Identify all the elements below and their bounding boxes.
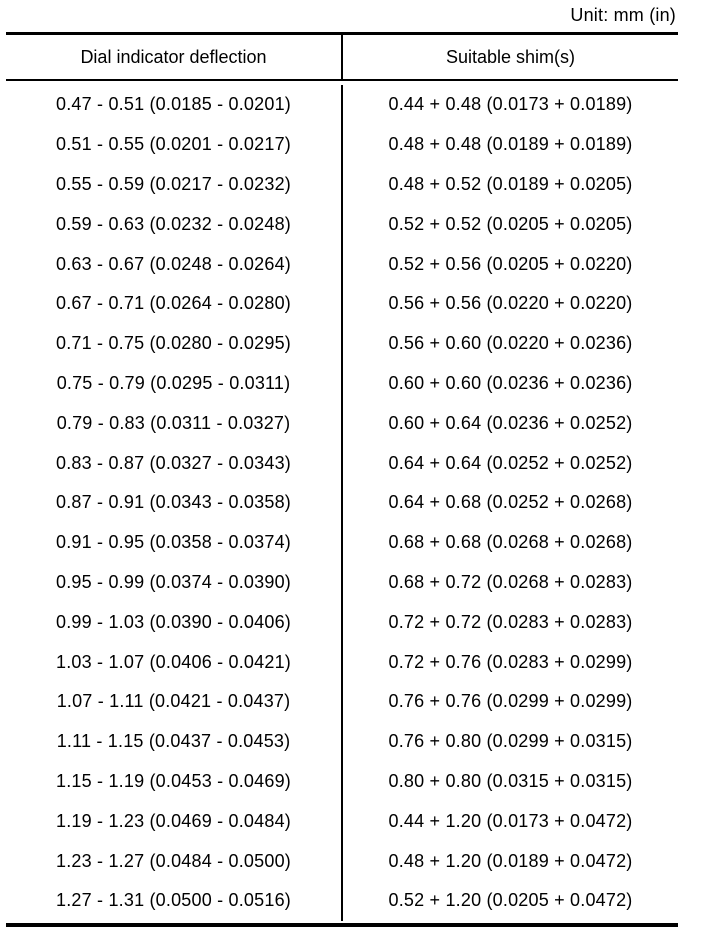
deflection-cell: 0.83 - 0.87 (0.0327 - 0.0343) — [6, 443, 343, 483]
table-row — [6, 523, 678, 563]
deflection-cell: 1.27 - 1.31 (0.0500 - 0.0516) — [6, 881, 343, 921]
table-row — [6, 204, 678, 244]
table-row — [6, 244, 678, 284]
table-row — [6, 682, 678, 722]
deflection-cell: 0.71 - 0.75 (0.0280 - 0.0295) — [6, 324, 343, 364]
shim-cell: 0.64 + 0.68 (0.0252 + 0.0268) — [388, 492, 633, 513]
table-row — [6, 443, 678, 483]
deflection-cell: 0.91 - 0.95 (0.0358 - 0.0374) — [6, 523, 343, 563]
unit-label: Unit: mm (in) — [570, 5, 676, 25]
shim-cell: 0.76 + 0.80 (0.0299 + 0.0315) — [388, 731, 633, 752]
table-row — [6, 284, 678, 324]
table-row — [6, 801, 678, 841]
shim-cell: 0.60 + 0.64 (0.0236 + 0.0252) — [388, 412, 633, 433]
shim-selection-table — [6, 32, 678, 927]
table-row — [6, 881, 678, 921]
shim-cell: 0.44 + 1.20 (0.0173 + 0.0472) — [388, 810, 633, 831]
shim-cell: 0.60 + 0.60 (0.0236 + 0.0236) — [388, 372, 633, 393]
shim-cell: 0.48 + 0.48 (0.0189 + 0.0189) — [388, 134, 633, 155]
deflection-cell: 0.67 - 0.71 (0.0264 - 0.0280) — [6, 284, 343, 324]
deflection-cell: 1.23 - 1.27 (0.0484 - 0.0500) — [6, 841, 343, 881]
deflection-cell: 0.79 - 0.83 (0.0311 - 0.0327) — [6, 403, 343, 443]
deflection-cell: 1.11 - 1.15 (0.0437 - 0.0453) — [6, 722, 343, 762]
shim-cell: 0.64 + 0.64 (0.0252 + 0.0252) — [388, 452, 633, 473]
shim-cell: 0.68 + 0.72 (0.0268 + 0.0283) — [388, 571, 633, 592]
shim-cell: 0.48 + 1.20 (0.0189 + 0.0472) — [388, 850, 633, 871]
header-dial-indicator-deflection: Dial indicator deflection — [6, 35, 343, 79]
deflection-cell: 0.99 - 1.03 (0.0390 - 0.0406) — [6, 602, 343, 642]
table-row — [6, 85, 678, 125]
table-row — [6, 563, 678, 603]
table-row — [6, 762, 678, 802]
table-row — [6, 841, 678, 881]
deflection-cell: 1.03 - 1.07 (0.0406 - 0.0421) — [6, 642, 343, 682]
shim-cell: 0.76 + 0.76 (0.0299 + 0.0299) — [388, 691, 633, 712]
deflection-cell: 0.55 - 0.59 (0.0217 - 0.0232) — [6, 165, 343, 205]
table-body — [6, 81, 678, 923]
deflection-cell: 0.51 - 0.55 (0.0201 - 0.0217) — [6, 125, 343, 165]
shim-cell: 0.52 + 0.56 (0.0205 + 0.0220) — [388, 253, 633, 274]
shim-cell: 0.52 + 0.52 (0.0205 + 0.0205) — [388, 213, 633, 234]
shim-cell: 0.52 + 1.20 (0.0205 + 0.0472) — [388, 890, 633, 911]
shim-cell: 0.56 + 0.60 (0.0220 + 0.0236) — [388, 333, 633, 354]
deflection-cell: 0.59 - 0.63 (0.0232 - 0.0248) — [6, 204, 343, 244]
deflection-cell: 1.19 - 1.23 (0.0469 - 0.0484) — [6, 801, 343, 841]
table-row — [6, 364, 678, 404]
table-row — [6, 722, 678, 762]
shim-cell: 0.56 + 0.56 (0.0220 + 0.0220) — [388, 293, 633, 314]
shim-cell: 0.72 + 0.72 (0.0283 + 0.0283) — [388, 611, 633, 632]
deflection-cell: 1.07 - 1.11 (0.0421 - 0.0437) — [6, 682, 343, 722]
table-row — [6, 125, 678, 165]
deflection-cell: 0.87 - 0.91 (0.0343 - 0.0358) — [6, 483, 343, 523]
deflection-cell: 0.63 - 0.67 (0.0248 - 0.0264) — [6, 244, 343, 284]
header-suitable-shims: Suitable shim(s) — [445, 46, 576, 67]
table-row — [6, 403, 678, 443]
table-header-row — [6, 35, 678, 81]
shim-cell: 0.68 + 0.68 (0.0268 + 0.0268) — [388, 532, 633, 553]
shim-cell: 0.48 + 0.52 (0.0189 + 0.0205) — [388, 173, 633, 194]
deflection-cell: 0.95 - 0.99 (0.0374 - 0.0390) — [6, 563, 343, 603]
deflection-cell: 0.47 - 0.51 (0.0185 - 0.0201) — [6, 85, 343, 125]
shim-cell: 0.80 + 0.80 (0.0315 + 0.0315) — [388, 770, 633, 791]
table-row — [6, 642, 678, 682]
deflection-cell: 0.75 - 0.79 (0.0295 - 0.0311) — [6, 364, 343, 404]
table-row — [6, 324, 678, 364]
shim-cell: 0.44 + 0.48 (0.0173 + 0.0189) — [388, 94, 633, 115]
deflection-cell: 1.15 - 1.19 (0.0453 - 0.0469) — [6, 762, 343, 802]
table-row — [6, 165, 678, 205]
shim-cell: 0.72 + 0.76 (0.0283 + 0.0299) — [388, 651, 633, 672]
table-row — [6, 602, 678, 642]
table-row — [6, 483, 678, 523]
